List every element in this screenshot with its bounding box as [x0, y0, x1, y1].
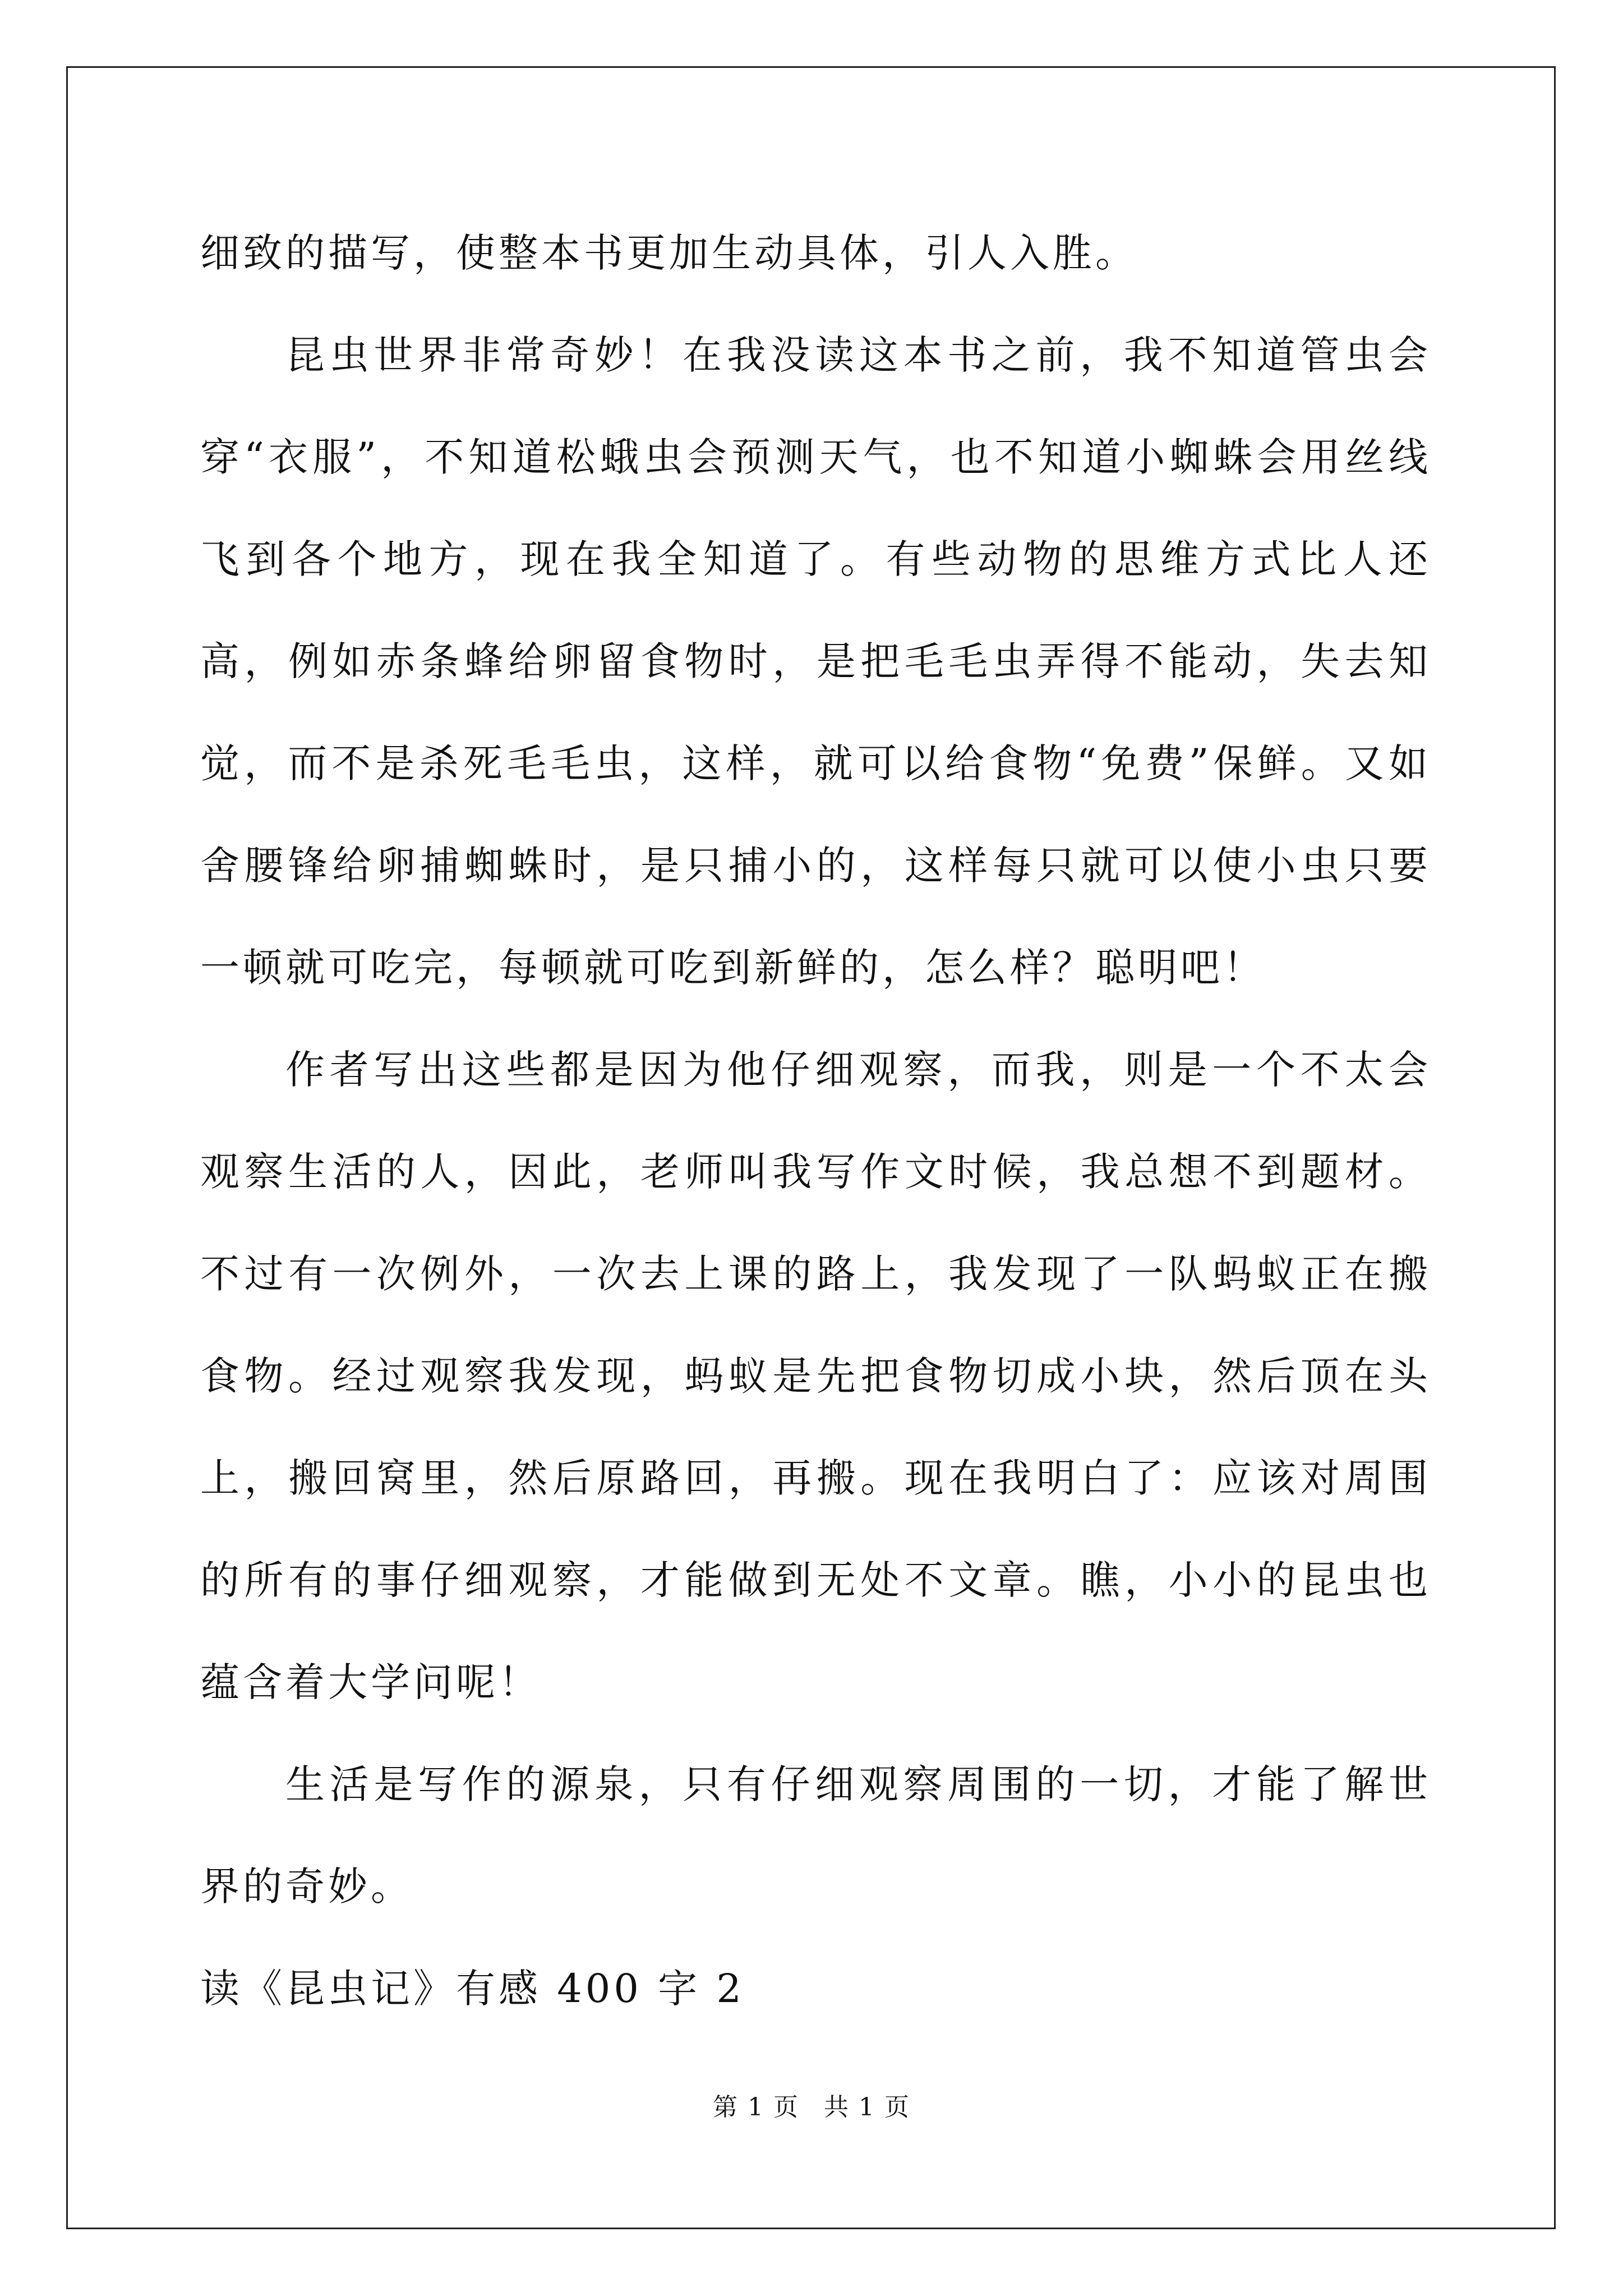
paragraph-2: 昆虫世界非常奇妙！在我没读这本书之前，我不知道管虫会穿“衣服”，不知道松蛾虫会预测天气，也不知道小蜘蛛会用丝线飞到各个地方，现在我全知道了。有些动物的思维方式比人还高，例如赤条蜂给卵留食物时，是把毛毛虫弄得不能动，失去知觉，而不是杀死毛毛虫，这样，就可以给食物“免费”保鲜。又如舍腰锋给卵捕蜘蛛时，是只捕小的，这样每只就可以使小虫只要一顿就可吃完，每顿就可吃到新鲜的，怎么样？聪明吧！ [200, 332, 1431, 991]
paragraph-1: 细致的描写，使整本书更加生动具体，引人入胜。 [200, 230, 1138, 276]
paragraph-4: 生活是写作的源泉，只有仔细观察周围的一切，才能了解世界的奇妙。 [200, 1761, 1431, 1910]
page-total: 共 1 页 [824, 2093, 910, 2122]
page-footer [0, 2087, 1623, 2123]
section-heading: 读《昆虫记》有感 400 字 2 [200, 1966, 745, 2012]
paragraph-3: 作者写出这些都是因为他仔细观察，而我，则是一个不太会观察生活的人，因此，老师叫我写作文时候，我总想不到题材。不过有一次例外，一次去上课的路上，我发现了一队蚂蚁正在搬食物。经过观察我发现，蚂蚁是先把食物切成小块，然后顶在头上，搬回窝里，然后原路回，再搬。现在我明白了：应该对周围的所有的事仔细观察，才能做到无处不文章。瞧，小小的昆虫也蕴含着大学问呢！ [200, 1047, 1431, 1705]
page-number: 第 1 页 [713, 2093, 799, 2122]
document-body [200, 202, 1431, 2040]
